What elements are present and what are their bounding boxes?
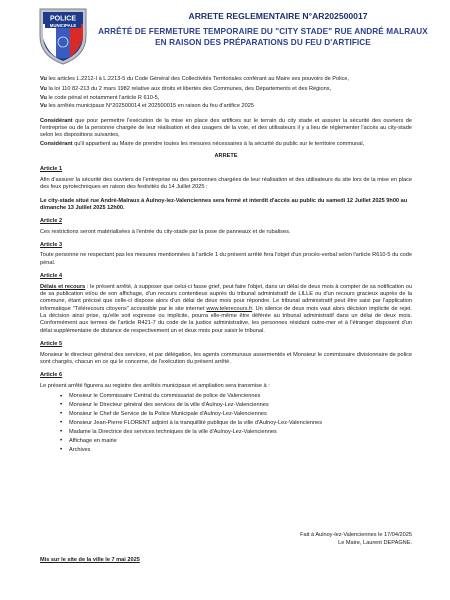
visa-line: Vu les arrêtés municipaux N°202500014 et 202500015 en raison du feu d'artifice 2025 bbox=[40, 103, 254, 110]
telerecours-link[interactable]: www.telerecours.fr bbox=[206, 305, 253, 312]
regulation-reference: ARRETE REGLEMENTAIRE N°AR202500017 bbox=[188, 11, 368, 21]
article-1-heading: Article 1 bbox=[40, 166, 63, 173]
considerants-block bbox=[40, 118, 412, 149]
list-item: • Archives bbox=[60, 447, 412, 454]
list-item: • Madame la Directrice des services techniques de la ville d'Aulnoy-Lez-Valenciennes bbox=[60, 429, 412, 436]
visa-line: Vu le code pénal et notamment l'article R 610-5, bbox=[40, 94, 160, 101]
appeals-lead: Délais et recours bbox=[40, 283, 86, 290]
signature-place-date: Fait à Aulnoy-lez-Valenciennes le 17/04/2025 bbox=[300, 532, 412, 538]
article-4-heading: Article 4 bbox=[40, 273, 63, 280]
list-item: • Monsieur Jean-Pierre FLORENT adjoint à la tranquillité publique de la ville d'Aulnoy-Lez-Valenciennes bbox=[60, 420, 412, 427]
visa-line: Vu les articles L.2212-I à L.2213-5 du Code Général des Collectivités Territoriales conférant au Maire ses pouvoirs de Police, bbox=[40, 76, 350, 82]
visas-block bbox=[40, 76, 412, 111]
considerant-line: Considérant qu'il appartient au Maire de prendre toutes les mesures nécessaires à la sécurité du public sur le territoire communal, bbox=[40, 140, 365, 147]
article-1-text: Afin d'assurer la sécurité des ouvriers de l'entreprise ou des personnes chargées de leur réalisation et des utilisateurs du site lors de la mise en place des feux pyrotechniques en raison des festivités du 14 Juillet 2025 : bbox=[40, 176, 412, 191]
article-5-text: Monsieur le directeur général des services, et par délégation, les agents communaux assermentés et Monsieur le commissaire divisionnaire de police sont chargés, chacun en ce qui le concerne, de l'exécution du présent arrêté. bbox=[40, 351, 412, 365]
police-municipale-logo bbox=[37, 6, 89, 66]
document-title: ARRÊTÉ DE FERMETURE TEMPORAIRE DU "CITY STADE" RUE ANDRÉ MALRAUX EN RAISON DES PRÉPARATIONS DU FEU D'ARTIFICE bbox=[98, 27, 428, 47]
logo-wordmark bbox=[50, 16, 77, 29]
list-item: • Monsieur le Commissaire Central du commissariat de police de Valenciennes bbox=[60, 393, 412, 400]
list-item: • Affichage en mairie bbox=[60, 438, 412, 445]
svg-text:POLICE: POLICE bbox=[49, 15, 77, 23]
article-6-heading: Article 6 bbox=[40, 372, 63, 379]
considerant-line: Considérant que pour permettre l'exécution de la mise en place des artifices sur le terrain du city stade et assurer la sécurité des ouvriers de l'entreprise ou de la personne chargée de leur réalisation et des usagers de la voie, et des utilisateurs il y a lieu de réglementer l'accès au city-stade selon les dispositions suivantes, bbox=[40, 117, 412, 139]
article-6-intro: Le présent arrêté figurera au registre des arrêtés municipaux et ampliation sera transmise à : bbox=[40, 382, 270, 389]
article-2-text: Ces restrictions seront matérialisées à l'entrée du city-stade par la pose de panneaux et de rubalises. bbox=[40, 228, 291, 235]
article-2-heading: Article 2 bbox=[40, 218, 63, 225]
document-body bbox=[40, 76, 412, 456]
article-3-text: Toute personne ne respectant pas les mesures mentionnées à l'article 1 du présent arrêté fera l'objet d'un procès-verbal selon l'article R610-5 du code pénal. bbox=[40, 252, 412, 266]
signature-mayor: Le Maire, Laurent DEPAGNE. bbox=[338, 540, 412, 547]
arrete-heading: ARRETE bbox=[214, 153, 238, 159]
svg-text:MUNICIPALE: MUNICIPALE bbox=[49, 23, 77, 28]
signature-block bbox=[240, 531, 412, 548]
article-3-heading: Article 3 bbox=[40, 242, 63, 248]
article-4-text: Délais et recours : le présent arrêté, à supposer que celui-ci fasse grief, peut faire l'objet, dans un délai de deux mois à compter de sa notification ou de sa publication et/ou de son affichage, d'un recours contentieux auprès du tribunal administratif de LILLE ou d'un recours gracieux auprès de la commune, étant précisé que celle-ci dispose alors d'un délai de deux mois pour répondre. Le tribunal administratif peut être saisi par l'application informatique "Télérecours citoyens" accessible par le site internet www.telerecours.fr. Un silence de deux mois vaut alors décision implicite de rejet. La décision ainsi prise, qu'elle soit expresse ou implicite, pourra elle-même être déférée au tribunal administratif dans un délai de deux mois. Conformément aux termes de l'article R421-7 du code de la justice administrative, les personnes résidant outre-mer et à l'étranger disposent d'un délai supplémentaire de distance de respectivement un et deux mois pour saisir le tribunal. bbox=[40, 283, 412, 334]
publication-notice: Mis sur le site de la ville le 7 mai 2025 bbox=[40, 557, 140, 563]
visa-line: Vu la loi 110 82-213 du 2 mars 1982 relative aux droits et libertés des Communes, des Départements et des Régions, bbox=[40, 86, 332, 93]
list-item: • Monsieur le Chef de Service de la Police Municipale d'Aulnoy-Lez-Valenciennes bbox=[60, 411, 412, 418]
list-item: • Monsieur le Directeur général des services de la ville d'Aulnoy-Lez-Valenciennes bbox=[60, 402, 412, 409]
article-5-heading: Article 5 bbox=[40, 341, 63, 348]
closure-notice: Le city-stade situé rue André-Malraux à Aulnoy-lez-Valenciennes sera fermé et interdit d'accès au public du samedi 12 Juillet 2025 9h00 au dimanche 13 Juillet 2025 12h00. bbox=[40, 197, 408, 211]
recipients-list bbox=[60, 393, 412, 454]
